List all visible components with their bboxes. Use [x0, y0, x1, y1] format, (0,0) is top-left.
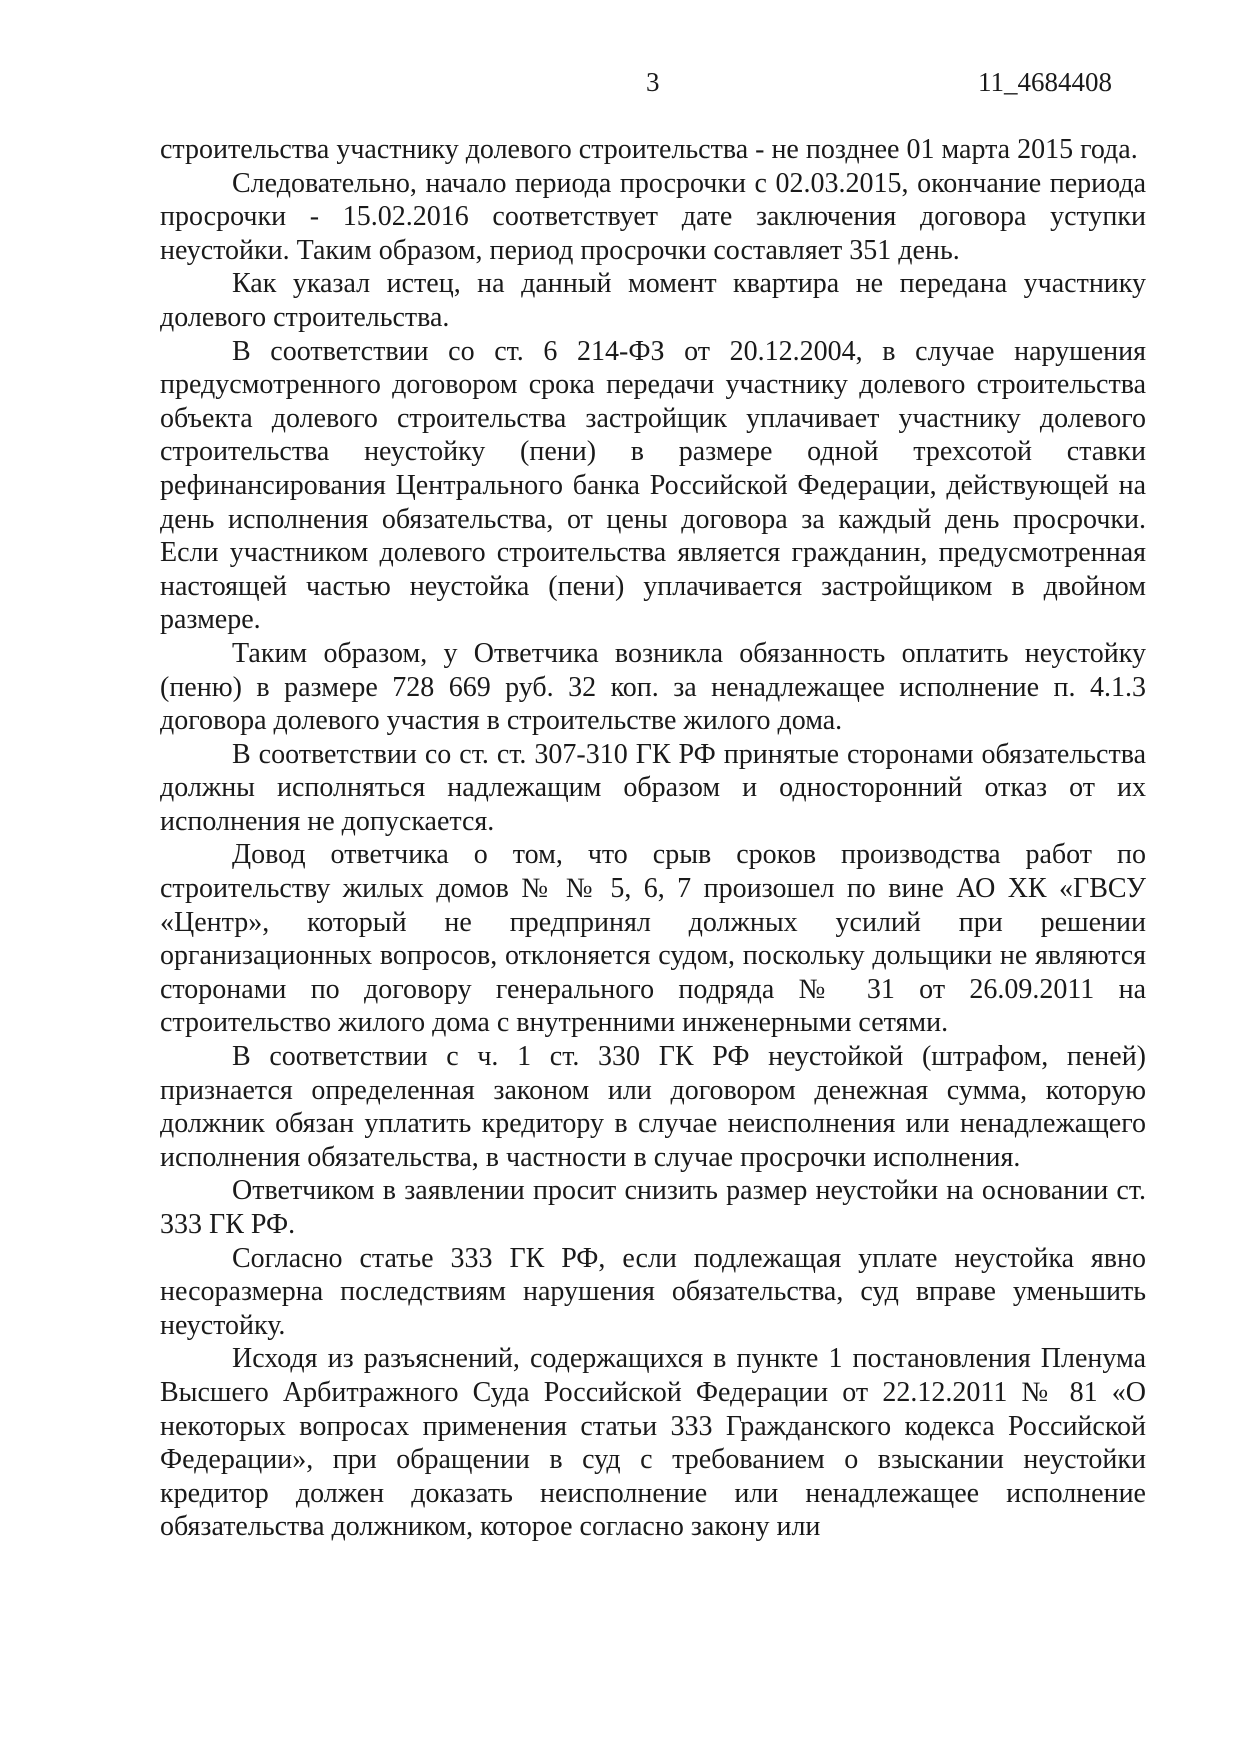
- document-body: [160, 133, 1146, 1544]
- paragraph-defendant-argument: Довод ответчика о том, что срыв сроков производства работ по строительству жилых домов № № 5, 6, 7 произошел по вине АО ХК «ГВСУ «Центр», который не предпринял должных усилий при решении организационных вопросов, отклоняется судом, поскольку дольщики не являются сторонами по договору генерального подряда № 31 от 26.09.2011 на строительство жилого дома с внутренними инженерными сетями.: [160, 839, 1146, 1039]
- paragraph-overdue-period: Следовательно, начало периода просрочки с 02.03.2015, окончание периода просрочки - 15.02.2016 соответствует дате заключения договора уступки неустойки. Таким образом, период просрочки составляет 351 день.: [160, 167, 1146, 266]
- document-number: 11_4684408: [978, 67, 1112, 97]
- paragraph-civil-code-307-310: В соответствии со ст. ст. 307-310 ГК РФ принятые сторонами обязательства должны исполняться надлежащим образом и односторонний отказ от их исполнения не допускается.: [160, 738, 1146, 837]
- paragraph-penalty-amount: Таким образом, у Ответчика возникла обязанность оплатить неустойку (пеню) в размере 728 669 руб. 32 коп. за ненадлежащее исполнение п. 4.1.3 договора долевого участия в строительстве жилого дома.: [160, 637, 1146, 737]
- page-header: [0, 64, 1240, 100]
- paragraph-continued: строительства участнику долевого строительства - не позднее 01 марта 2015 года.: [160, 134, 1138, 165]
- paragraph-law-214-fz: В соответствии со ст. 6 214-ФЗ от 20.12.2004, в случае нарушения предусмотренного договором срока передачи участнику долевого строительства объекта долевого строительства застройщик уплачивает участнику долевого строительства неустойку (пени) в размере одной трехсотой ставки рефинансирования Центрального банка Российской Федерации, действующей на день исполнения обязательства, от цены договора за каждый день просрочки. Если участником долевого строительства является гражданин, предусмотренная настоящей частью неустойка (пени) уплачивается застройщиком в двойном размере.: [160, 335, 1146, 636]
- paragraph-reduction-request: Ответчиком в заявлении просит снизить размер неустойки на основании ст. 333 ГК РФ.: [160, 1175, 1146, 1240]
- paragraph-civil-code-333: Согласно статье 333 ГК РФ, если подлежащая уплате неустойка явно несоразмерна последствиям нарушения обязательства, суд вправе уменьшить неустойку.: [160, 1242, 1146, 1341]
- paragraph-plenum-resolution: Исходя из разъяснений, содержащихся в пункте 1 постановления Пленума Высшего Арбитражного Суда Российской Федерации от 22.12.2011 № 81 «О некоторых вопросах применения статьи 333 Гражданского кодекса Российской Федерации», при обращении в суд с требованием о взыскании неустойки кредитор должен доказать неисполнение или ненадлежащее исполнение обязательства должником, которое согласно закону или: [160, 1343, 1146, 1543]
- page-number: 3: [646, 67, 660, 97]
- paragraph-plaintiff-statement: Как указал истец, на данный момент квартира не передана участнику долевого строительства.: [160, 268, 1146, 333]
- paragraph-civil-code-330: В соответствии с ч. 1 ст. 330 ГК РФ неустойкой (штрафом, пеней) признается определенная законом или договором денежная сумма, которую должник обязан уплатить кредитору в случае неисполнения или ненадлежащего исполнения обязательства, в частности в случае просрочки исполнения.: [160, 1041, 1146, 1173]
